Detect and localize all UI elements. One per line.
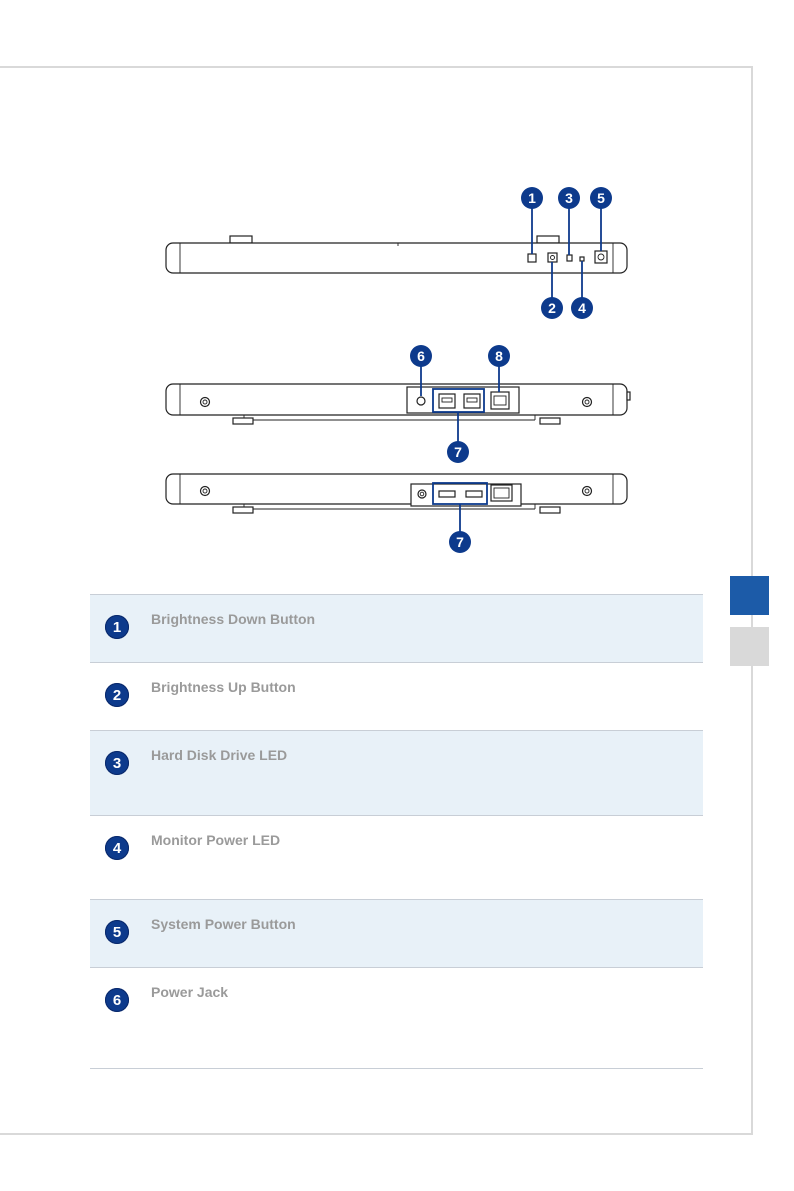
chapter-tab-active[interactable]	[730, 576, 769, 615]
top-edge-view	[166, 208, 627, 298]
callout-8	[488, 345, 510, 367]
legend-label: Monitor Power LED	[151, 832, 281, 848]
chapter-tab-inactive[interactable]	[730, 627, 769, 666]
legend-number-badge: 5	[105, 920, 129, 944]
callout-5	[590, 187, 612, 209]
legend-label: System Power Button	[151, 916, 296, 932]
legend-label: Hard Disk Drive LED	[151, 747, 288, 763]
legend-label: Brightness Down Button	[151, 611, 316, 627]
svg-text:7: 7	[454, 444, 462, 460]
callout-1	[521, 187, 543, 209]
callout-2	[541, 297, 563, 319]
svg-text:4: 4	[578, 300, 586, 316]
callout-6	[410, 345, 432, 367]
component-legend-table	[90, 594, 703, 1069]
product-edge-views	[150, 180, 650, 560]
legend-row	[90, 899, 703, 967]
legend-row	[90, 967, 703, 1069]
legend-label: Brightness Up Button	[151, 679, 296, 695]
callout-7-b	[449, 531, 471, 553]
svg-text:6: 6	[417, 348, 425, 364]
legend-number-badge: 1	[105, 615, 129, 639]
bottom-edge-view-a	[166, 366, 630, 442]
legend-row	[90, 594, 703, 662]
svg-text:2: 2	[548, 300, 556, 316]
callout-3	[558, 187, 580, 209]
svg-text:5: 5	[597, 190, 605, 206]
callout-7-a	[447, 441, 469, 463]
legend-row	[90, 730, 703, 815]
legend-label: Power Jack	[151, 984, 229, 1000]
svg-text:8: 8	[495, 348, 503, 364]
svg-text:3: 3	[565, 190, 573, 206]
legend-number-badge: 2	[105, 683, 129, 707]
legend-number-badge: 3	[105, 751, 129, 775]
legend-number-badge: 6	[105, 988, 129, 1012]
legend-number-badge: 4	[105, 836, 129, 860]
bottom-edge-view-b	[166, 474, 627, 532]
svg-text:7: 7	[456, 534, 464, 550]
legend-row	[90, 662, 703, 730]
legend-row	[90, 815, 703, 899]
svg-text:1: 1	[528, 190, 536, 206]
callout-4	[571, 297, 593, 319]
